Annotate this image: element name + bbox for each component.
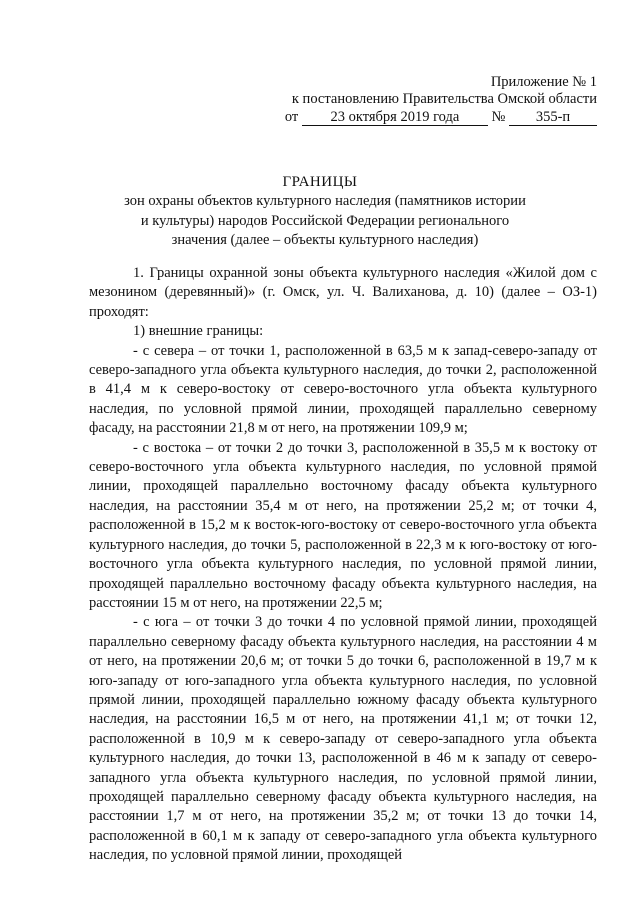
paragraph-south: - с юга – от точки 3 до точки 4 по условной прямой линии, проходящей параллельно северному фасаду объекта культурного наследия, на расстоянии 4 м от него, на протяжении 20,6 м; от точки 5 до точки 6, расположенной в 19,7 м к юго-западу от юго-западного угла объекта культурного наследия, по условной прямой линии, проходящей параллельно южному фасаду объекта культурного наследия, на расстоянии 16,5 м от него, на протяжении 41,1 м; от точки 12, расположенной в 10,9 м к северо-западу от северо-западного угла объекта культурного наследия, до точки 13, расположенной в 46 м к западу от северо-западного угла объекта культурного наследия, по условной прямой линии, проходящей параллельно северному фасаду объекта культурного наследия, на расстоянии 1,7 м от него, на протяжении 35,2 м; от точки 13 до точки 14, расположенной в 60,1 м к западу от северо-западного угла объекта культурного наследия, по условной прямой линии, проходящей [89,614,597,864]
paragraph-east: - с востока – от точки 2 до точки 3, расположенной в 35,5 м к востоку от северо-восточного угла объекта культурного наследия, по условной прямой линии, проходящей параллельно восточному фасаду объекта культурного наследия, на расстоянии 35,4 м от него, на протяжении 25,2 м; от точки 4, расположенной в 15,2 м к восток-юго-востоку от северо-восточного угла объекта культурного наследия, до точки 5, расположенной в 22,3 м к юго-востоку от юго-восточного угла объекта культурного наследия, по условной прямой линии, проходящей параллельно восточному фасаду объекта культурного наследия, на расстоянии 15 м от него, на протяжении 22,5 м; [89,439,597,611]
date-number-line [285,108,597,127]
resolution-date: 23 октября 2019 года [302,110,488,126]
resolution-reference: к постановлению Правительства Омской области [291,91,597,107]
document-subtitle: зон охраны объектов культурного наследия (памятников истории и культуры) народов Российской Федерации регионального значения (далее – объекты культурного наследия) [124,193,526,248]
appendix-label: Приложение № 1 [490,74,597,90]
document-body [89,264,597,866]
number-label: № [491,109,506,125]
paragraph-2: 1) внешние границы: [133,323,264,340]
paragraph-north: - с севера – от точки 1, расположенной в 63,5 м к запад-северо-западу от северо-западного угла объекта культурного наследия, до точки 2, расположенной в 41,4 м к северо-востоку от северо-восточного угла объекта культурного наследия, по условной прямой линии, проходящей параллельно северному фасаду, на расстоянии 21,8 м от него, на протяжении 109,9 м; [89,342,597,437]
resolution-number: 355-п [509,110,597,126]
paragraph-1: 1. Границы охранной зоны объекта культурного наследия «Жилой дом с мезонином (деревянный)» (г. Омск, ул. Ч. Валиханова, д. 10) (далее – ОЗ-1) проходят: [89,265,597,320]
document-title: ГРАНИЦЫ [282,174,358,190]
from-label: от [284,109,299,125]
